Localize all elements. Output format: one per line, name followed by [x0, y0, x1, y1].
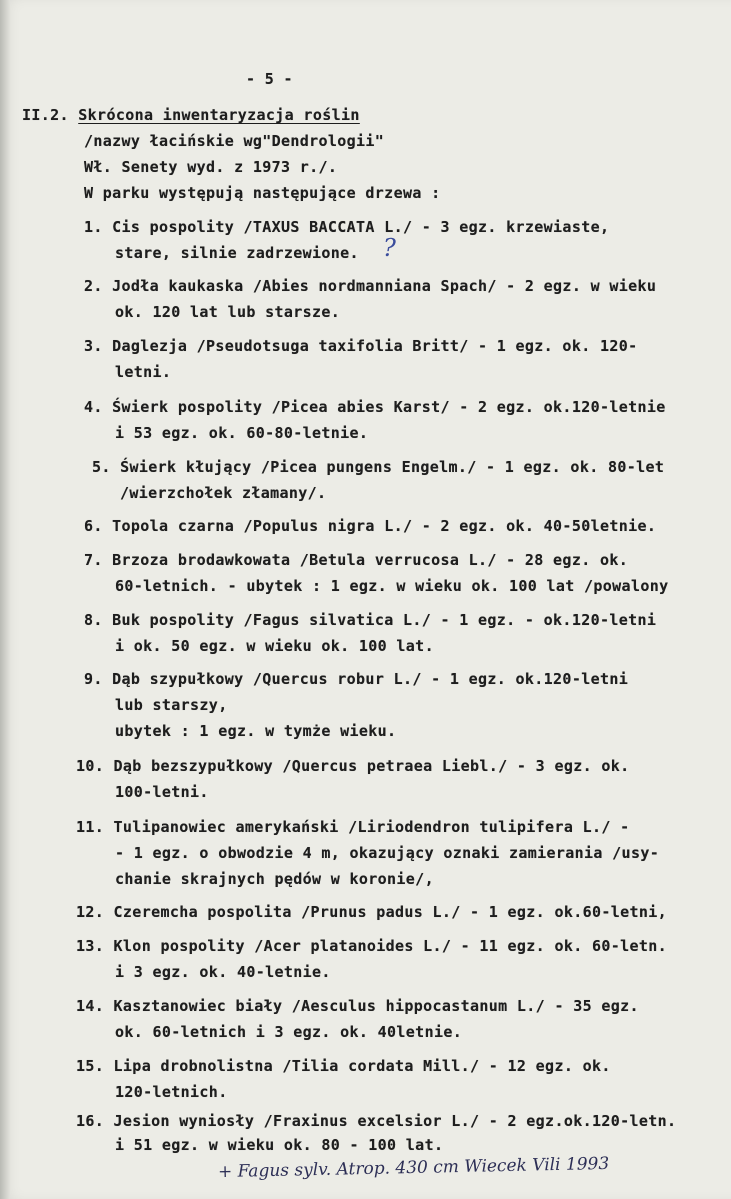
page-number: - 5 -: [246, 70, 293, 88]
item-text: Topola czarna /Populus nigra L./ - 2 egz. ok. 40-50letnie.: [112, 517, 657, 535]
item-text: Czeremcha pospolita /Prunus padus L./ - 1 egz. ok.60-letni,: [113, 903, 668, 921]
item-number: 14.: [76, 997, 105, 1015]
list-item-8-cont: i ok. 50 egz. w wieku ok. 100 lat.: [115, 637, 434, 655]
list-item-3-cont: letni.: [115, 363, 172, 381]
list-item-9-cont: lub starszy,: [115, 696, 228, 714]
list-item-6: [84, 517, 656, 535]
list-item-10: [76, 757, 630, 775]
item-text: Kasztanowiec biały /Aesculus hippocastanum L./ - 35 egz.: [113, 997, 639, 1015]
section-heading: [22, 106, 360, 124]
item-text: Cis pospolity /TAXUS BACCATA L./ - 3 egz. krzewiaste,: [112, 218, 610, 236]
list-item-7: [84, 551, 628, 569]
section-number: II.2.: [22, 106, 69, 124]
list-item-13: [76, 937, 667, 955]
intro-line-2: Wł. Senety wyd. z 1973 r./.: [84, 158, 338, 176]
list-item-10-cont: 100-letni.: [115, 783, 209, 801]
handwritten-note: + Fagus sylv. Atrop. 430 cm Wiecek Vili 1993: [217, 1153, 610, 1183]
item-number: 1.: [84, 218, 103, 236]
item-text: Daglezja /Pseudotsuga taxifolia Britt/ - 1 egz. ok. 120-: [112, 337, 638, 355]
item-number: 5.: [92, 458, 111, 476]
item-number: 6.: [84, 517, 103, 535]
item-text: Dąb szypułkowy /Quercus robur L./ - 1 egz. ok.120-letni: [112, 670, 629, 688]
item-number: 7.: [84, 551, 103, 569]
list-item-8: [84, 611, 656, 629]
list-item-15: [76, 1057, 611, 1075]
item-number: 16.: [76, 1112, 105, 1130]
list-item-5-cont: /wierzchołek złamany/.: [120, 484, 327, 502]
list-item-13-cont: i 3 egz. ok. 40-letnie.: [115, 963, 331, 981]
item-text: Tulipanowiec amerykański /Liriodendron tulipifera L./ -: [113, 818, 630, 836]
item-text: Lipa drobnolistna /Tilia cordata Mill./ - 12 egz. ok.: [113, 1057, 611, 1075]
item-text: Jodła kaukaska /Abies nordmanniana Spach/ - 2 egz. w wieku: [112, 277, 657, 295]
item-number: 8.: [84, 611, 103, 629]
list-item-16-cont: i 51 egz. w wieku ok. 80 - 100 lat.: [115, 1136, 444, 1154]
item-text: Świerk kłujący /Picea pungens Engelm./ - 1 egz. ok. 80-let: [120, 458, 665, 476]
item-number: 3.: [84, 337, 103, 355]
item-text: Jesion wyniosły /Fraxinus excelsior L./ - 2 egz.ok.120-letn.: [113, 1112, 677, 1130]
list-item-14: [76, 997, 639, 1015]
list-item-5: [92, 458, 664, 476]
item-text: Świerk pospolity /Picea abies Karst/ - 2 egz. ok.120-letnie: [112, 398, 666, 416]
item-number: 2.: [84, 277, 103, 295]
list-item-14-cont: ok. 60-letnich i 3 egz. ok. 40letnie.: [115, 1023, 463, 1041]
list-item-11: [76, 818, 630, 836]
list-item-11-cont: - 1 egz. o obwodzie 4 m, okazujący oznaki zamierania /usy-: [115, 844, 660, 862]
item-text: Brzoza brodawkowata /Betula verrucosa L./ - 28 egz. ok.: [112, 551, 629, 569]
list-item-16: [76, 1112, 676, 1130]
list-item-7-cont: 60-letnich. - ubytek : 1 egz. w wieku ok. 100 lat /powalony: [115, 577, 669, 595]
item-number: 13.: [76, 937, 105, 955]
item-number: 4.: [84, 398, 103, 416]
list-item-12: [76, 903, 667, 921]
list-item-11-cont-2: chanie skrajnych pędów w koronie/,: [115, 870, 434, 888]
list-item-3: [84, 337, 637, 355]
item-text: Klon pospolity /Acer platanoides L./ - 11 egz. ok. 60-letn.: [113, 937, 668, 955]
item-number: 10.: [76, 757, 105, 775]
list-item-9: [84, 670, 628, 688]
question-mark-annotation: ?: [383, 234, 396, 262]
list-item-2-cont: ok. 120 lat lub starsze.: [115, 303, 341, 321]
list-item-1: [84, 218, 609, 236]
item-text: Dąb bezszypułkowy /Quercus petraea Liebl./ - 3 egz. ok.: [113, 757, 630, 775]
intro-line-3: W parku występują następujące drzewa :: [84, 184, 441, 202]
list-item-4: [84, 398, 666, 416]
item-number: 9.: [84, 670, 103, 688]
list-item-4-cont: i 53 egz. ok. 60-80-letnie.: [115, 424, 369, 442]
item-number: 12.: [76, 903, 105, 921]
item-text: Buk pospolity /Fagus silvatica L./ - 1 egz. - ok.120-letni: [112, 611, 657, 629]
list-item-9-cont-2: ubytek : 1 egz. w tymże wieku.: [115, 722, 397, 740]
section-title: Skrócona inwentaryzacja roślin: [78, 106, 360, 124]
binding-edge: [0, 0, 10, 1199]
intro-line-1: /nazwy łacińskie wg"Dendrologii": [84, 132, 385, 150]
item-number: 15.: [76, 1057, 105, 1075]
list-item-1-cont: stare, silnie zadrzewione.: [115, 244, 359, 262]
list-item-15-cont: 120-letnich.: [115, 1083, 228, 1101]
item-number: 11.: [76, 818, 105, 836]
list-item-2: [84, 277, 656, 295]
